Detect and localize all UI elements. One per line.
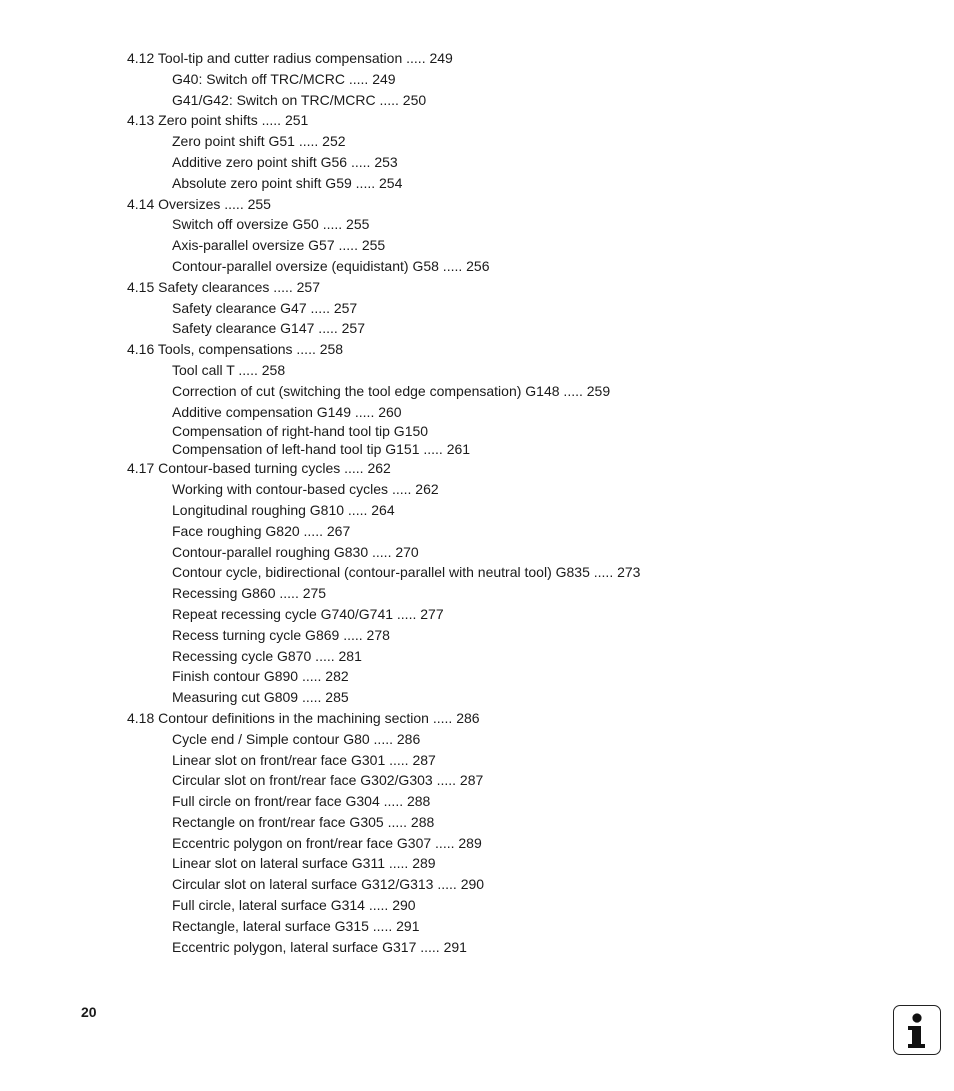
toc-entry: Eccentric polygon, lateral surface G317 ..... 291 — [172, 938, 467, 955]
toc-entry: Repeat recessing cycle G740/G741 ..... 277 — [172, 605, 444, 622]
toc-section-4-12: 4.12 Tool-tip and cutter radius compensation ..... 249 — [127, 50, 453, 66]
toc-entry: Full circle, lateral surface G314 ..... 290 — [172, 897, 416, 914]
toc-entry: Additive compensation G149 ..... 260 — [172, 403, 402, 420]
toc-entry: Safety clearance G47 ..... 257 — [172, 299, 358, 316]
toc-entry: Circular slot on front/rear face G302/G303 ..... 287 — [172, 772, 484, 789]
toc-entry: Contour cycle, bidirectional (contour-parallel with neutral tool) G835 ..... 273 — [172, 564, 641, 581]
info-icon — [893, 1005, 941, 1055]
toc-entry: Longitudinal roughing G810 ..... 264 — [172, 501, 395, 518]
toc-entry: G41/G42: Switch on TRC/MCRC ..... 250 — [172, 91, 427, 108]
toc-entry: Compensation of left-hand tool tip G151 ..... 261 — [172, 441, 471, 458]
toc-section-4-14: 4.14 Oversizes ..... 255 — [127, 195, 271, 212]
toc-section-4-18: 4.18 Contour definitions in the machining section ..... 286 — [127, 709, 480, 726]
toc-entry: Additive zero point shift G56 ..... 253 — [172, 153, 398, 170]
toc-entry: Circular slot on lateral surface G312/G313 ..... 290 — [172, 876, 485, 893]
toc-entry: Contour-parallel oversize (equidistant) G58 ..... 256 — [172, 257, 490, 274]
toc-entry: Absolute zero point shift G59 ..... 254 — [172, 174, 403, 191]
toc-entry: G40: Switch off TRC/MCRC ..... 249 — [172, 70, 396, 87]
toc-entry: Rectangle on front/rear face G305 ..... 288 — [172, 813, 435, 830]
table-of-contents — [127, 48, 907, 957]
toc-entry: Working with contour-based cycles ..... 262 — [172, 481, 439, 498]
info-glyph-icon — [894, 1006, 939, 1053]
toc-entry: Recess turning cycle G869 ..... 278 — [172, 626, 390, 643]
toc-entry: Linear slot on front/rear face G301 ..... 287 — [172, 751, 436, 768]
toc-entry: Contour-parallel roughing G830 ..... 270 — [172, 543, 419, 560]
toc-entry: Recessing cycle G870 ..... 281 — [172, 647, 362, 664]
toc-entry: Rectangle, lateral surface G315 ..... 291 — [172, 917, 420, 934]
toc-entry: Safety clearance G147 ..... 257 — [172, 320, 366, 337]
toc-entry: Correction of cut (switching the tool edge compensation) G148 ..... 259 — [172, 382, 611, 399]
toc-entry: Face roughing G820 ..... 267 — [172, 522, 351, 539]
toc-section-4-15: 4.15 Safety clearances ..... 257 — [127, 278, 321, 295]
toc-entry: Recessing G860 ..... 275 — [172, 585, 327, 602]
toc-entry: Eccentric polygon on front/rear face G307 ..... 289 — [172, 834, 482, 851]
toc-entry: Switch off oversize G50 ..... 255 — [172, 216, 370, 233]
toc-entry: Compensation of right-hand tool tip G150 — [172, 423, 429, 440]
toc-entry: Axis-parallel oversize G57 ..... 255 — [172, 237, 386, 254]
toc-section-4-13: 4.13 Zero point shifts ..... 251 — [127, 112, 309, 129]
toc-entry: Full circle on front/rear face G304 ..... 288 — [172, 793, 431, 810]
toc-entry: Tool call T ..... 258 — [172, 361, 286, 378]
toc-entry: Cycle end / Simple contour G80 ..... 286 — [172, 730, 421, 747]
toc-entry: Linear slot on lateral surface G311 ..... 289 — [172, 855, 436, 872]
toc-section-4-17: 4.17 Contour-based turning cycles ..... 262 — [127, 460, 391, 477]
page-number: 20 — [81, 1004, 97, 1020]
toc-entry: Measuring cut G809 ..... 285 — [172, 689, 349, 706]
toc-entry: Finish contour G890 ..... 282 — [172, 668, 349, 685]
toc-section-4-16: 4.16 Tools, compensations ..... 258 — [127, 341, 344, 358]
toc-entry: Zero point shift G51 ..... 252 — [172, 133, 346, 150]
